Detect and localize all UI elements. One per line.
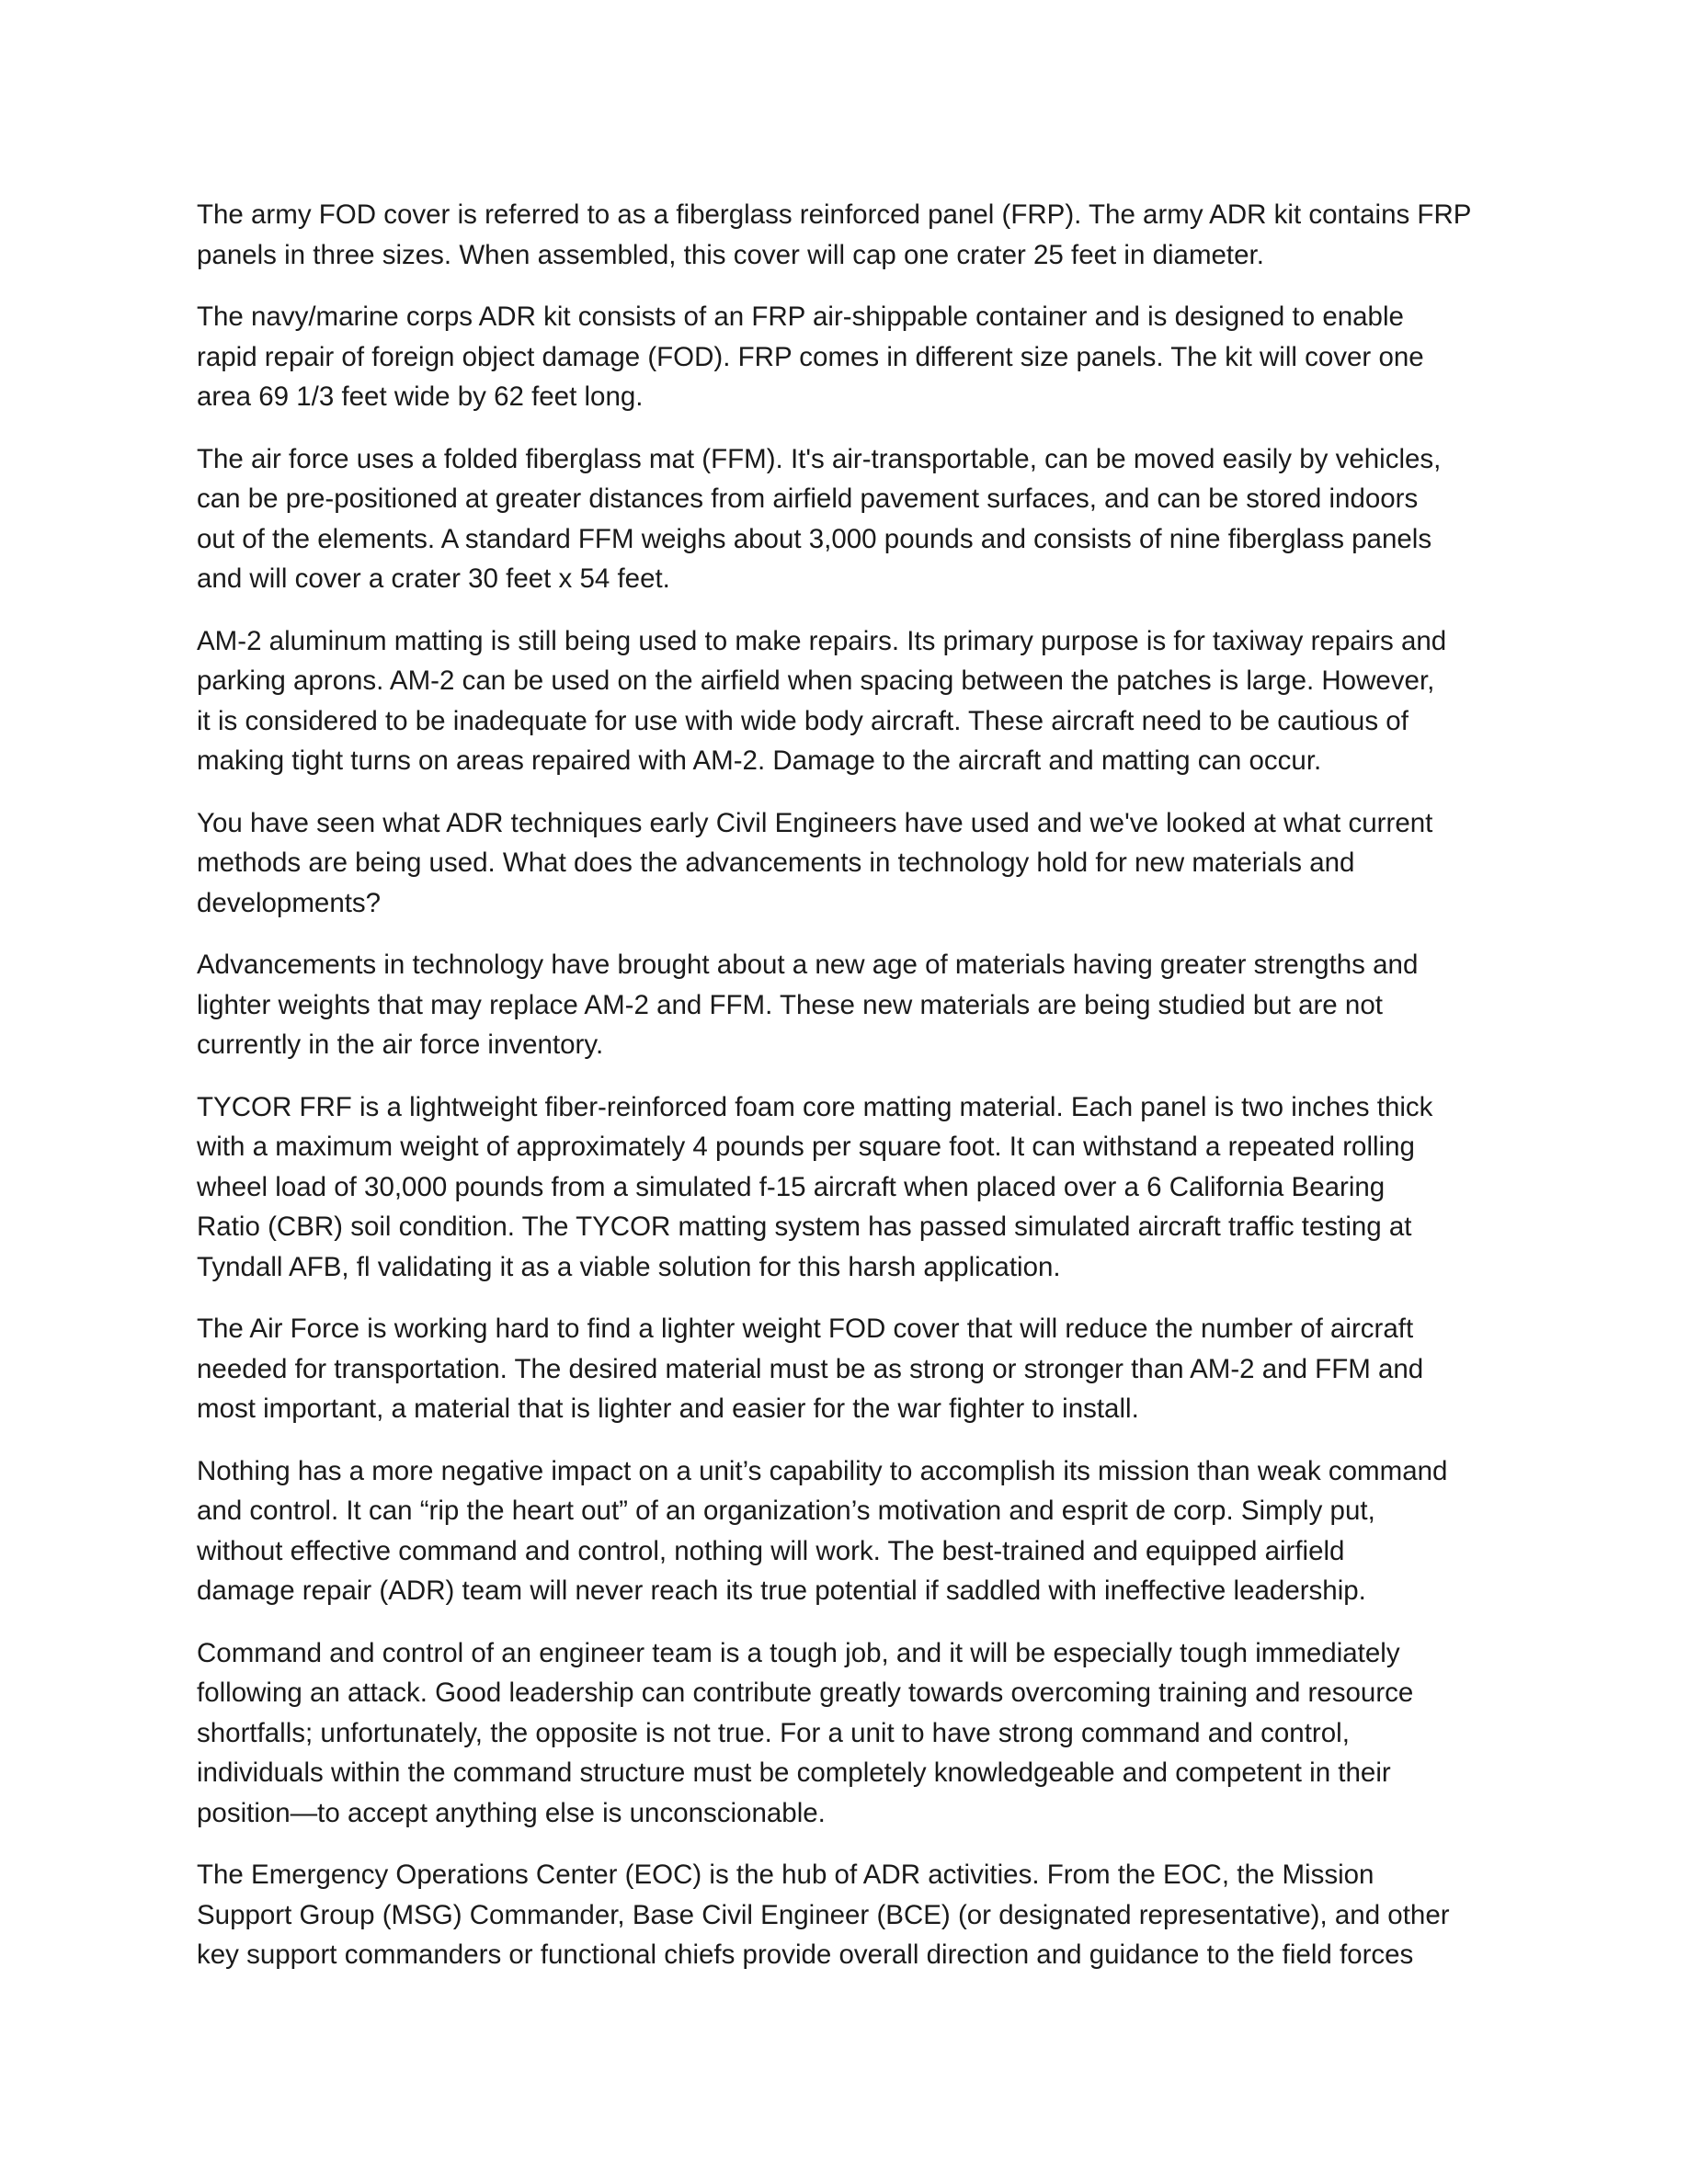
text-line: You have seen what ADR techniques early Civil Engineers have used and we've looked at what current [197,807,1433,838]
paragraph-engineer-team-leadership [197,1633,1502,1834]
text-line: The navy/marine corps ADR kit consists of an FRP air-shippable container and is designed to enable [197,301,1404,332]
paragraph-adr-techniques [197,803,1502,924]
text-line: following an attack. Good leadership can contribute greatly towards overcoming training and resource [197,1678,1414,1708]
paragraph-air-force-ffm [197,439,1502,599]
text-line: lighter weights that may replace AM-2 and FFM. These new materials are being studied but are not [197,989,1383,1020]
text-line: AM-2 aluminum matting is still being used to make repairs. Its primary purpose is for taxiway repairs and [197,625,1447,656]
text-line: currently in the air force inventory. [197,1029,604,1060]
text-line: damage repair (ADR) team will never reach its true potential if saddled with ineffective leadership. [197,1575,1366,1606]
text-line: panels in three sizes. When assembled, this cover will cap one crater 25 feet in diameter. [197,239,1264,270]
text-line: needed for transportation. The desired material must be as strong or stronger than AM-2 and FFM and [197,1353,1424,1384]
paragraph-advancements [197,945,1502,1065]
text-line: The Emergency Operations Center (EOC) is the hub of ADR activities. From the EOC, the Mission [197,1860,1374,1890]
text-line: Support Group (MSG) Commander, Base Civil Engineer (BCE) (or designated representative), and other [197,1899,1450,1930]
text-line: and control. It can “rip the heart out” of an organization’s motivation and esprit de corp. Simply put, [197,1496,1375,1526]
paragraph-army-fod-cover [197,195,1502,275]
text-line: Tyndall AFB, fl validating it as a viable solution for this harsh application. [197,1251,1061,1282]
text-line: area 69 1/3 feet wide by 62 feet long. [197,381,644,412]
text-line: methods are being used. What does the advancements in technology hold for new materials and [197,847,1355,878]
paragraph-command-control-impact [197,1451,1502,1611]
paragraph-lighter-fod-cover [197,1309,1502,1429]
text-line: making tight turns on areas repaired with AM-2. Damage to the aircraft and matting can occur. [197,745,1322,776]
text-line: Advancements in technology have brought about a new age of materials having greater strengths and [197,950,1419,980]
text-line: can be pre-positioned at greater distances from airfield pavement surfaces, and can be stored indoors [197,483,1419,514]
text-line: The Air Force is working hard to find a lighter weight FOD cover that will reduce the number of aircraft [197,1314,1414,1344]
paragraph-am2-matting [197,621,1502,781]
text-line: The army FOD cover is referred to as a fiberglass reinforced panel (FRP). The army ADR kit contains FRP [197,199,1472,230]
text-line: shortfalls; unfortunately, the opposite is not true. For a unit to have strong command and control, [197,1717,1350,1748]
text-line: The air force uses a folded fiberglass mat (FFM). It's air-transportable, can be moved easily by vehicles, [197,443,1442,474]
text-line: developments? [197,887,382,918]
text-line: Command and control of an engineer team is a tough job, and it will be especially tough immediately [197,1637,1400,1668]
text-line: individuals within the command structure must be completely knowledgeable and competent in their [197,1757,1391,1788]
text-line: it is considered to be inadequate for use with wide body aircraft. These aircraft need to be cautious of [197,705,1409,736]
text-line: parking aprons. AM-2 can be used on the airfield when spacing between the patches is large. However, [197,665,1435,696]
text-line: most important, a material that is lighter and easier for the war fighter to install. [197,1393,1139,1424]
paragraph-navy-adr-kit [197,297,1502,417]
text-line: and will cover a crater 30 feet x 54 feet. [197,563,670,594]
paragraph-eoc-hub [197,1855,1502,1975]
paragraph-tycor-frf [197,1087,1502,1288]
text-line: position—to accept anything else is unconscionable. [197,1797,826,1828]
text-line: without effective command and control, nothing will work. The best-trained and equipped airfield [197,1535,1345,1566]
document-page [197,195,1502,1997]
text-line: wheel load of 30,000 pounds from a simulated f-15 aircraft when placed over a 6 California Bearing [197,1171,1386,1202]
text-line: with a maximum weight of approximately 4 pounds per square foot. It can withstand a repeated rolling [197,1132,1415,1162]
text-line: Nothing has a more negative impact on a unit’s capability to accomplish its mission than weak command [197,1455,1448,1486]
text-line: Ratio (CBR) soil condition. The TYCOR matting system has passed simulated aircraft traffic testing at [197,1211,1412,1242]
text-line: key support commanders or functional chiefs provide overall direction and guidance to the field forces [197,1939,1414,1970]
text-line: TYCOR FRF is a lightweight fiber-reinforced foam core matting material. Each panel is two inches thick [197,1091,1433,1122]
text-line: out of the elements. A standard FFM weighs about 3,000 pounds and consists of nine fiberglass panels [197,523,1432,554]
text-line: rapid repair of foreign object damage (FOD). FRP comes in different size panels. The kit will cover one [197,341,1424,372]
